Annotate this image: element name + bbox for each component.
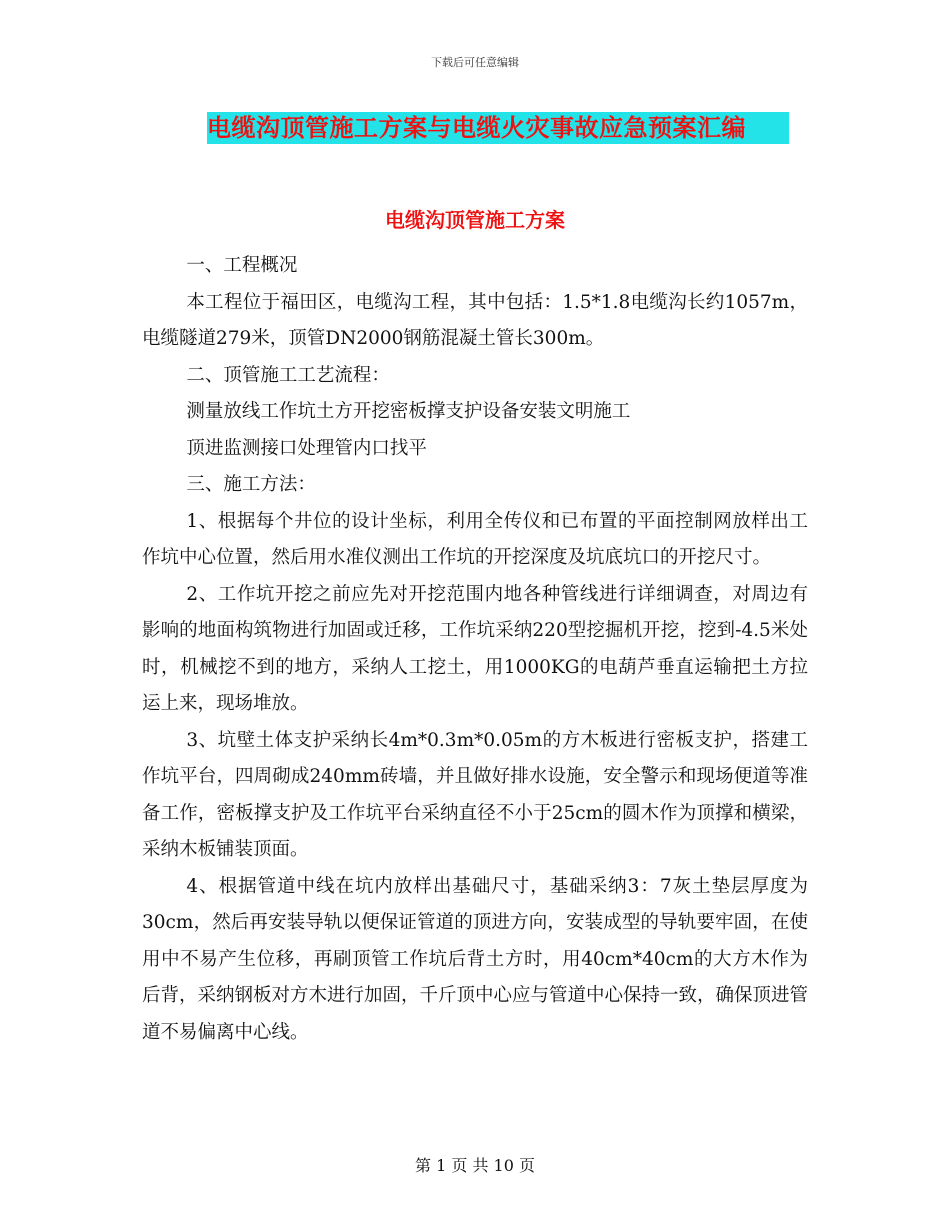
paragraph-project-overview: 本工程位于福田区，电缆沟工程，其中包括：1.5*1.8电缆沟长约1057m，电缆隧道279米，顶管DN2000钢筋混凝土管长300m。 bbox=[142, 291, 808, 349]
section-title: 电缆沟顶管施工方案 bbox=[385, 208, 565, 232]
page-number-footer: 第 1 页 共 10 页 bbox=[415, 1156, 535, 1175]
header-note: 下载后可任意编辑 bbox=[431, 56, 519, 69]
heading-construction-method: 三、施工方法： bbox=[186, 474, 316, 495]
main-title: 电缆沟顶管施工方案与电缆火灾事故应急预案汇编 bbox=[207, 114, 746, 142]
heading-process-flow: 二、顶管施工工艺流程： bbox=[186, 364, 390, 386]
document-body bbox=[142, 248, 808, 1051]
paragraph-process-flow-1: 测量放线工作坑土方开挖密板撑支护设备安装文明施工 bbox=[186, 401, 631, 422]
paragraph-process-flow-2: 顶进监测接口处理管内口找平 bbox=[186, 437, 427, 459]
paragraph-method-1: 1、根据每个井位的设计坐标，利用全传仪和已布置的平面控制网放样出工作坑中心位置，然后用水准仪测出工作坑的开挖深度及坑底坑口的开挖尺寸。 bbox=[142, 510, 808, 568]
heading-project-overview: 一、工程概况 bbox=[186, 255, 298, 276]
paragraph-method-3: 3、坑壁土体支护采纳长4m*0.3m*0.05m的方木板进行密板支护，搭建工作坑平台，四周砌成240mm砖墙，并且做好排水设施，安全警示和现场便道等准备工作，密板撑支护及工作坑平台采纳直径不小于25cm的圆木作为顶撑和横梁，采纳木板铺装顶面。 bbox=[142, 729, 808, 860]
main-title-highlight bbox=[207, 112, 789, 144]
paragraph-method-4: 4、根据管道中线在坑内放样出基础尺寸，基础采纳3：7灰土垫层厚度为30cm，然后再安装导轨以便保证管道的顶进方向，安装成型的导轨要牢固，在使用中不易产生位移，再刷顶管工作坑后背土方时，用40cm*40cm的大方木作为后背，采纳钢板对方木进行加固，千斤顶中心应与管道中心保持一致，确保顶进管道不易偏离中心线。 bbox=[142, 875, 809, 1043]
paragraph-method-2: 2、工作坑开挖之前应先对开挖范围内地各种管线进行详细调查，对周边有影响的地面构筑物进行加固或迁移，工作坑采纳220型挖掘机开挖，挖到-4.5米处时，机械挖不到的地方，采纳人工挖土，用1000KG的电葫芦垂直运输把土方拉运上来，现场堆放。 bbox=[142, 583, 808, 714]
